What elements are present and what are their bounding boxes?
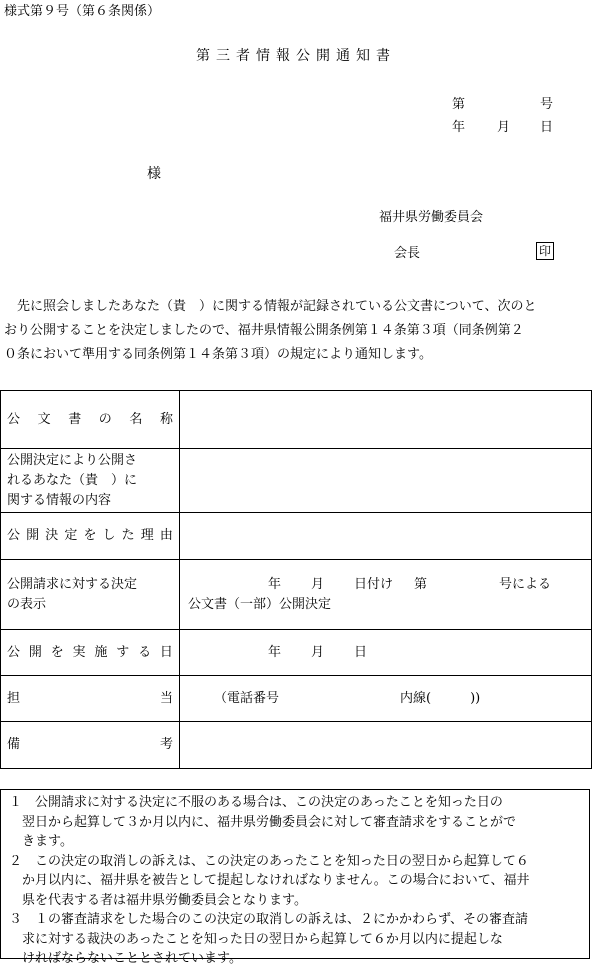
- label-char: 施: [94, 644, 108, 660]
- contact-label: [1, 676, 180, 722]
- date-day: 日: [540, 120, 554, 135]
- reference-dai: 第: [452, 97, 466, 112]
- issuer-title: 会長: [394, 246, 421, 261]
- decision-dated: 日付け: [354, 576, 394, 592]
- note-line: １ 公開請求に対する決定に不服のある場合は、この決定のあったことを知った日の: [9, 795, 503, 810]
- label-char: 決: [45, 528, 59, 543]
- label-line: 公開決定により公開さ: [7, 452, 138, 468]
- table-row: [1, 391, 592, 449]
- label-char: す: [116, 644, 130, 660]
- reference-go: 号: [540, 97, 554, 112]
- document-title: 第三者情報公開通知書: [196, 48, 396, 64]
- label-char: 公: [7, 411, 21, 427]
- body-line: おり公開することを決定しましたので、福井県情報公開条例第１４条第３項（同条例第２: [4, 323, 524, 338]
- label-char: 理: [140, 528, 154, 543]
- body-line: ０条において準用する同条例第１４条第３項）の規定により通知します。: [4, 347, 432, 362]
- label-char: 称: [159, 411, 173, 427]
- disclosed-info-label: [1, 449, 180, 513]
- table-row: [1, 449, 592, 513]
- label-char: る: [138, 644, 152, 660]
- disclosure-date-label: [1, 630, 180, 676]
- decision-year: 年: [268, 576, 282, 592]
- decision-go: 号による: [499, 576, 552, 592]
- body-line: 先に照会しましたあなた（貴 ）に関する情報が記録されている公文書について、次のと: [4, 299, 537, 314]
- contact-value: [180, 676, 592, 722]
- note-line: きます。: [22, 834, 73, 849]
- date-year: 年: [452, 120, 466, 135]
- label-char: の: [98, 411, 112, 427]
- label-char: 開: [26, 528, 40, 543]
- form-number-label: 様式第９号（第６条関係）: [4, 4, 161, 19]
- label-char: 実: [72, 644, 86, 660]
- recipient-suffix: 様: [147, 166, 161, 182]
- remarks-label: [1, 722, 180, 769]
- label-line: れるあなた（貴 ）に: [7, 472, 138, 488]
- label-char: 開: [28, 644, 42, 660]
- label-char: た: [121, 528, 135, 543]
- table-row: [1, 560, 592, 630]
- decision-dai: 第: [414, 576, 428, 592]
- disclosure-month: 月: [311, 644, 325, 660]
- document-name-label: [1, 391, 180, 449]
- issuer-organization: 福井県労働委員会: [379, 210, 484, 225]
- note-line: ２ この決定の取消しの訴えは、この決定のあったことを知った日の翌日から起算して６: [9, 853, 529, 869]
- decision-reason-value: [180, 513, 592, 560]
- label-char: 定: [64, 528, 78, 543]
- remarks-value: [180, 722, 592, 769]
- label-char: 日: [159, 644, 173, 660]
- disclosed-info-value: [180, 449, 592, 513]
- label-char: 考: [159, 737, 173, 752]
- label-char: を: [50, 644, 64, 660]
- label-char: 公: [7, 644, 21, 660]
- label-char: 公: [7, 528, 21, 543]
- label-char: 書: [68, 411, 82, 427]
- label-char: し: [102, 528, 116, 543]
- document-name-value: [180, 391, 592, 449]
- decision-display-value: [180, 560, 592, 630]
- disclosure-day: 日: [354, 644, 368, 660]
- note-item: [9, 852, 583, 911]
- note-line: 県を代表する者は福井県労働委員会となります。: [22, 892, 307, 908]
- note-item: [9, 910, 583, 969]
- notice-body: [4, 295, 590, 367]
- label-char: 名: [129, 411, 143, 427]
- disclosure-date-value: [180, 630, 592, 676]
- disclosure-info-table: [0, 390, 592, 769]
- label-char: 当: [159, 690, 173, 706]
- contact-extension: 内線( )): [400, 690, 481, 706]
- label-char: を: [83, 528, 97, 543]
- note-line: 翌日から起算して３か月以内に、福井県労働委員会に対して審査請求をすることがで: [22, 814, 517, 830]
- label-line: の表示: [7, 596, 47, 612]
- contact-phone: （電話番号: [214, 690, 280, 706]
- label-line: 公開請求に対する決定: [7, 576, 138, 592]
- decision-reason-label: [1, 513, 180, 560]
- decision-type: 公文書（一部）公開決定: [188, 596, 332, 612]
- seal-stamp: 印: [536, 242, 554, 260]
- date-month: 月: [497, 120, 511, 135]
- disclosure-year: 年: [268, 644, 282, 660]
- label-char: 備: [7, 737, 21, 752]
- note-line: ければならないこととされています。: [22, 951, 242, 966]
- label-char: 文: [37, 411, 51, 427]
- note-item: [9, 793, 583, 852]
- note-line: か月以内に、福井県を被告として提起しなければなりません。この場合において、福井: [22, 873, 530, 888]
- table-row: [1, 630, 592, 676]
- decision-month: 月: [311, 576, 325, 592]
- notes-box: [0, 789, 590, 966]
- note-line: ３ １の審査請求をした場合のこの決定の取消しの訴えは、２にかかわらず、その審査請: [9, 912, 528, 927]
- label-line: 関する情報の内容: [7, 492, 112, 508]
- note-line: 求に対する裁決のあったことを知った日の翌日から起算して６か月以内に提起しな: [22, 931, 503, 947]
- label-char: 由: [159, 528, 173, 543]
- table-row: [1, 513, 592, 560]
- table-row: [1, 676, 592, 722]
- decision-display-label: [1, 560, 180, 630]
- table-row: [1, 722, 592, 769]
- label-char: 担: [7, 690, 21, 706]
